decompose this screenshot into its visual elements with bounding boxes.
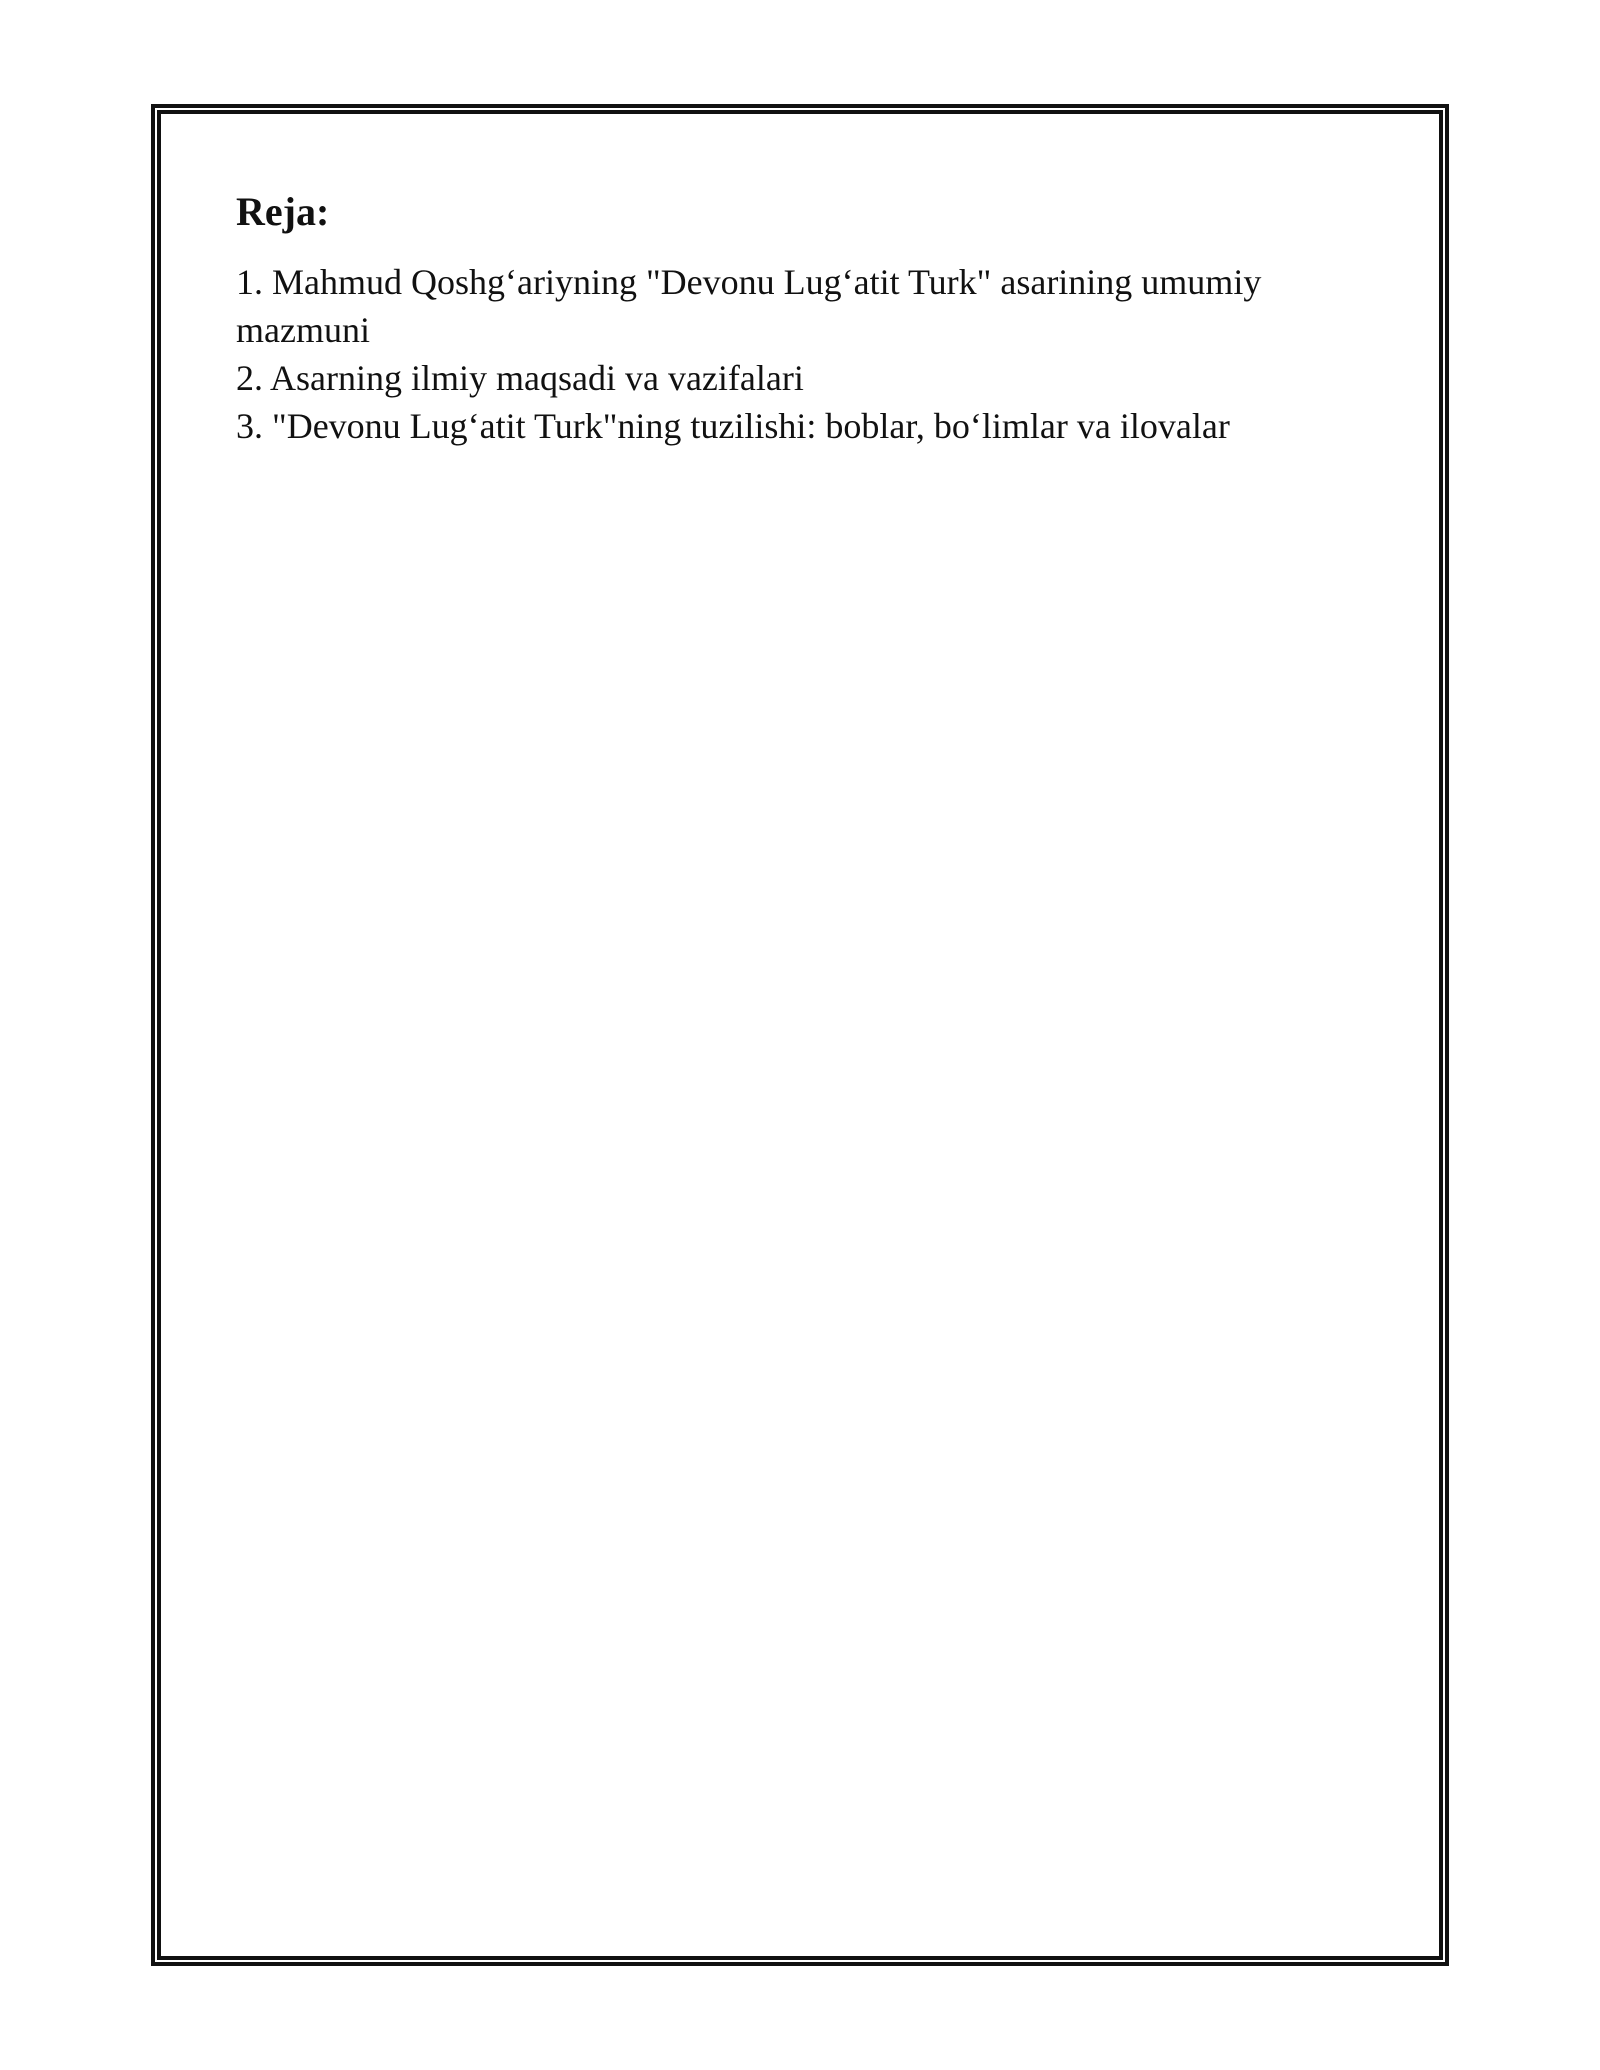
- plan-heading: Reja:: [236, 189, 330, 234]
- plan-item-1: 1. Mahmud Qoshg‘ariyning "Devonu Lug‘atit Turk" asarining umumiy mazmuni: [236, 262, 1262, 350]
- plan-list: [236, 258, 1356, 450]
- plan-item-2: 2. Asarning ilmiy maqsadi va vazifalari: [236, 358, 804, 398]
- plan-item-3: 3. "Devonu Lug‘atit Turk"ning tuzilishi: boblar, bo‘limlar va ilovalar: [236, 406, 1230, 446]
- page-content: [236, 186, 1356, 450]
